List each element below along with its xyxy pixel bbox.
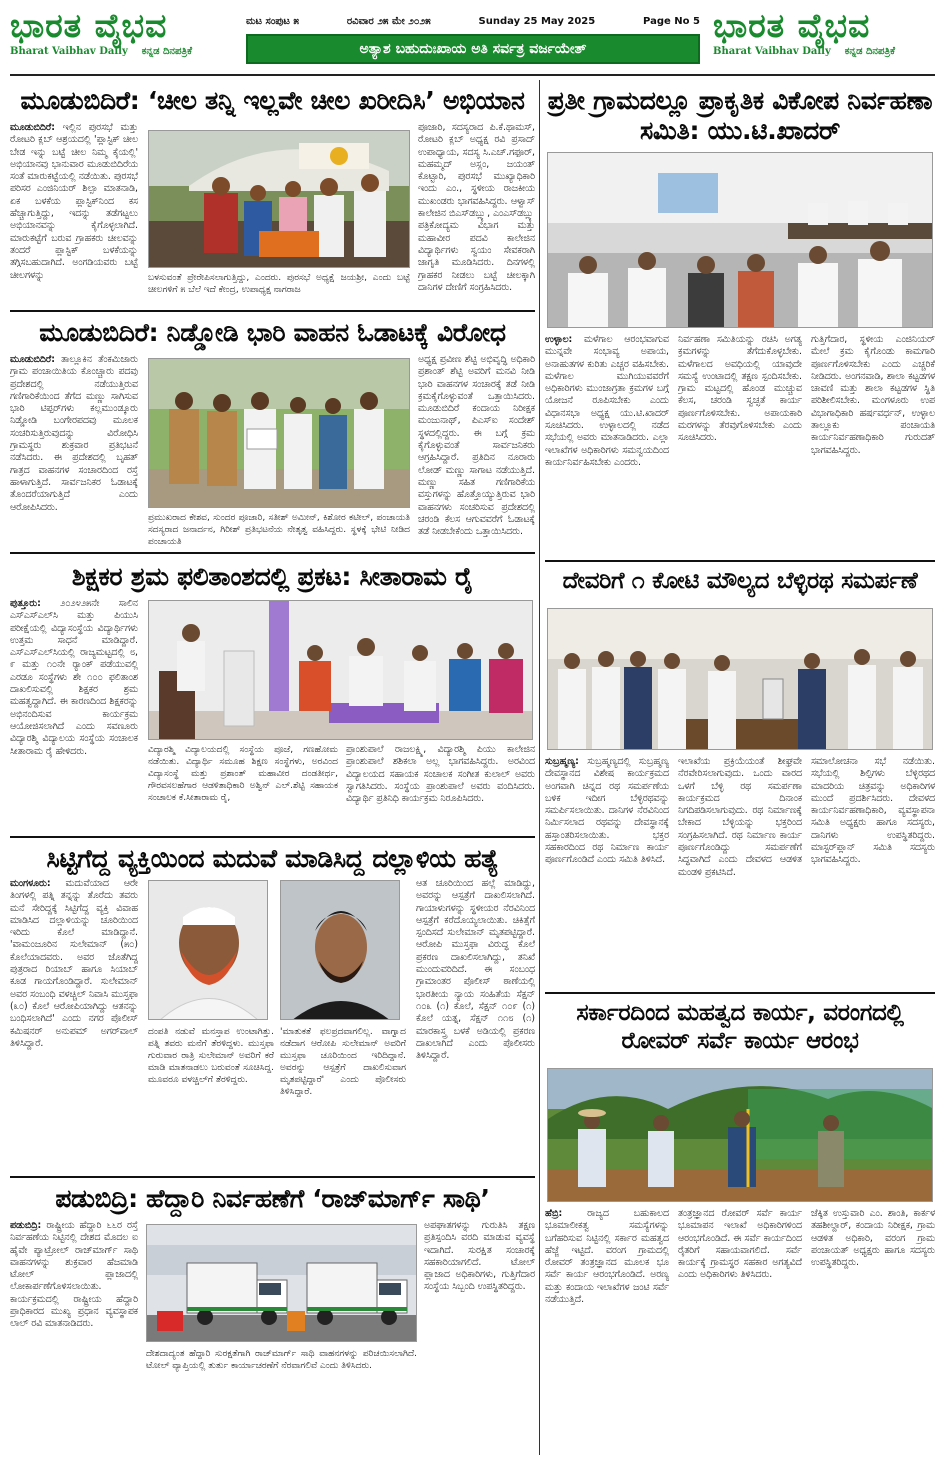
logo-english: Bharat Vaibhav Daily [713,46,831,57]
article-body-continued: ಪ್ರಾಂಶುಪಾಲೆ ರಾಜಲಕ್ಷ್ಮಿ, ವಿದ್ಯಾರಶ್ಮಿ ಪಿಯು ಕಾಲೇಜಿನ ಪ್ರಾಂಶುಪಾಲೆ ಶಶಿಕಲಾ ಅಲ್ಲ ಭಾಗವಹಿಸಿದ್ದರು. ಅರವಿಂದ ವಿದ್ಯಾಲಯದ ಸಹಾಯಕ ಸಂಚಾಲಕ ಸಂಗೀತ ಕುಲಾಲ್ ಅವರು ಸ್ವಾಗತಿಸಿದರು. ಸಂಸ್ಥೆಯ ಪ್ರಾಂಶುಪಾಲೆ ಅವರು ವಂದಿಸಿದರು. ವಿದ್ಯಾರ್ಥಿ ಪ್ರತಿನಿಧಿ ಕಾರ್ಯಕ್ರಮ ನಿರೂಪಿಸಿದರು. [346,744,535,805]
dateline: ಮಂಗಳೂರು: [10,878,51,889]
article-rover-survey [545,996,935,1455]
news-photo [547,1068,933,1202]
dateline: ಉಳ್ಳಾಲ: [545,334,573,345]
article-body [545,756,669,988]
logo-left [10,6,232,68]
dateline: ಪಡುಬಿದ್ರಿ: [10,1220,42,1231]
article-body-continued: ಅಧ್ಯಕ್ಷ ಪ್ರವೀಣ ಶೆಟ್ಟಿ ಅಭಿವೃದ್ಧಿ ಅಧಿಕಾರಿ ಪ್ರಶಾಂತ್ ಶೆಟ್ಟಿ ಅವರಿಗೆ ಮನವಿ ನೀಡಿ ಭಾರಿ ವಾಹನಗಳ ಸಂಚಾರಕ್ಕೆ ತಡೆ ನೀಡಿ ಕ್ರಮಕೈಗೊಳ್ಳುವಂತೆ ಒತ್ತಾಯಿಸಿದರು. ಮೂಡುಬಿದಿರೆ ಕಂದಾಯ ನಿರೀಕ್ಷಕ ಮಂಜುನಾಥ್, ಪಿಎಸ್ಐ ಸಂದೇಶ್ ಸ್ಥಳದಲ್ಲಿದ್ದರು. ಈ ಬಗ್ಗೆ ಕ್ರಮ ಕೈಗೊಳ್ಳುವಂತೆ ಸಾರ್ವಜನಿಕರು ಆಗ್ರಹಿಸಿದ್ದಾರೆ. ಪ್ರತಿದಿನ ನೂರಾರು ಲೋಡ್ ಮಣ್ಣು ಸಾಗಾಟ ನಡೆಯುತ್ತಿದೆ. ಮಣ್ಣು ಸಹಿತ ಗಣಿಗಾರಿಕೆಯ ವಸ್ತುಗಳನ್ನು ಹೊತ್ತೊಯ್ಯುತ್ತಿರುವ ಭಾರಿ ವಾಹನಗಳು ಸಂಚರಿಸುವ ಪ್ರದೇಶದಲ್ಲಿ ಚರಂಡಿ ಕೆಲಸ ಆಗುವವರೆಗೆ ಓಡಾಟಕ್ಕೆ ತಡೆ ನೀಡಬೇಕೆಂದು ಒತ್ತಾಯಿಸಿದರು. [418,354,535,538]
logo-english: Bharat Vaibhav Daily [10,46,128,57]
article-body [545,334,669,556]
headline: ಪ್ರತೀ ಗ್ರಾಮದಲ್ಲೂ ಪ್ರಾಕೃತಿಕ ವಿಕೋಪ ನಿರ್ವಹಣಾ ಸಮಿತಿ: ಯು.ಟಿ.ಖಾದರ್ [547,86,933,145]
article-body-continued: ಜೆಕ್ಕಿತ ಉಸ್ತುವಾರಿ ಎಂ. ಶಾಂತಿ, ಕಾರ್ಕಳ ತಹಶೀಲ್ದಾರ್, ಕಂದಾಯ ನಿರೀಕ್ಷಕ, ಗ್ರಾಮ ಆಡಳಿತ ಅಧಿಕಾರಿ, ವರಂಗ ಗ್ರಾಮ ಪಂಚಾಯತ್ ಅಧ್ಯಕ್ಷರು ಹಾಗೂ ಸದಸ್ಯರು ಉಪಸ್ಥಿತರಿದ್ದರು. [811,1208,935,1269]
logo-subtitle [10,46,232,57]
headline: ದೇವರಿಗೆ ೧ ಕೋಟಿ ಮೌಲ್ಯದ ಬೆಳ್ಳಿರಥ ಸಮರ್ಪಣೆ [562,568,918,594]
headline: ಸಿಟ್ಟಿಗೆದ್ದ ವ್ಯಕ್ತಿಯಿಂದ ಮದುವೆ ಮಾಡಿಸಿದ್ದ ದಲ್ಲಾಳಿಯ ಹತ್ಯೆ [46,844,499,873]
dateline: ಸುಬ್ರಹ್ಮಣ್ಯ: [545,756,579,767]
body-text: ಮದುವೆಯಾದ ಆರೇ ತಿಂಗಳಲ್ಲಿ ಪತ್ನಿ ತನ್ನನ್ನು ತೊರೆದು ತವರು ಮನೆ ಸೇರಿದ್ದಕ್ಕೆ ಸಿಟ್ಟಿಗೆದ್ದ ವ್ಯಕ್ತಿ ವಿವಾಹ ಮಾಡಿಸಿದ ದಲ್ಲಾಳಿಯನ್ನು ಚೂರಿಯಿಂದ ಇರಿದು ಕೊಲೆ ಮಾಡಿದ್ದಾನೆ. 'ವಾಮಂಜೂರಿನ ಸುಲೇಮಾನ್ (೫೦) ಕೊಲೆಯಾದವರು. ಅವರ ಜೊತೆಗಿದ್ದ ಪುತ್ರರಾದ ರಿಯಾಬ್ ಹಾಗೂ ಸಿಯಾಬ್ ಕೂಡ ಗಾಯಗೊಂಡಿದ್ದಾರೆ. ಸುಲೇಮಾನ್ ಅವರ ಸಂಬಂಧಿ ವಳಚ್ಚಿಲ್ ನಿವಾಸಿ ಮುಸ್ತಫಾ (೩೦) ಕೊಲೆ ಆರೋಪಿಯಾಗಿದ್ದು ಆತನನ್ನು ಬಂಧಿಸಲಾಗಿದೆ' ಎಂದು ನಗರ ಪೊಲೀಸ್ ಕಮಿಷನರ್ ಅನುಪಮ್ ಅಗರ್‌ವಾಲ್ ತಿಳಿಸಿದ್ದಾರೆ. [10,878,138,1049]
article-body-continued: ಪೂಜಾರಿ, ಸದಸ್ಯರಾದ ಪಿ.ಕೆ.ಥಾಮಸ್, ರೋಟರಿ ಕ್ಲಬ್ ಅಧ್ಯಕ್ಷ ರವಿ ಪ್ರಸಾದ್ ಉಪಾಧ್ಯಾಯ, ಸದಸ್ಯ ಸಿ.ಎಚ್.ಗಫೂರ್, ಮಹಮ್ಮದ್ ಅಸ್ಲಂ, ಜಯಂತ್ ಕೊಟ್ಟಾರಿ, ಪುರಸಭೆ ಮುಖ್ಯಾಧಿಕಾರಿ ಇಂದು ಎಂ., ಸ್ಥಳೀಯ ರಾಜಕೀಯ ಮುಖಂಡರು ಭಾಗವಹಿಸಿದ್ದರು. ಆಳ್ವಾಸ್ ಕಾಲೇಜಿನ ಬಿಎಸ್‌ಡಬ್ಲ್ಯು, ಎಂಎಸ್‌ಡಬ್ಲ್ಯು ಪತ್ರಿಕೋದ್ಯಮ ವಿಭಾಗ ಮತ್ತು ಮಹಾವೀರ ಪದವಿ ಕಾಲೇಜಿನ ವಿದ್ಯಾರ್ಥಿಗಳು ಸ್ವಯಂ ಸೇವಕರಾಗಿ ಜಾಗೃತಿ ಮೂಡಿಸಿದರು. ದಿನಗಳಲ್ಲಿ ಗ್ರಾಹಕರ ನೀಡಲು ಬಟ್ಟೆ ಚೀಲಕ್ಕಾಗಿ ದಾನಿಗಳ ದೇಣಿಗೆ ಸಂಗ್ರಹಿಸಿದರು. [418,122,535,293]
issue-meta [246,12,700,30]
masthead-rule [10,74,935,76]
issue-date: Sunday 25 May 2025 [478,15,596,27]
motto-banner: ಅತ್ಯಾಶ ಬಹುದುಃಖಾಯ ಅತಿ ಸರ್ವತ್ರ ವರ್ಜಯೇತ್ [246,34,700,64]
article-body-continued: ತಂತ್ರಜ್ಞಾನದ ರೋವರ್ ಸರ್ವೆ ಕಾರ್ಯ ಭೂಮಾಪನ ಇಲಾಖೆ ಅಧಿಕಾರಿಗಳಿಂದ ಆರಂಭಗೊಂಡಿದೆ. ಈ ಸರ್ವೆ ಕಾರ್ಯದಿಂದ ರೈತರಿಗೆ ಸಹಾಯವಾಗಲಿದೆ. ಸರ್ವೆ ಕಾರ್ಯಕ್ಕೆ ಗ್ರಾಮಸ್ಥರ ಸಹಕಾರ ಅಗತ್ಯವಿದೆ ಎಂದು ಅಧಿಕಾರಿಗಳು ತಿಳಿಸಿದರು. [678,1208,802,1281]
article-cloth-bag-campaign [10,80,535,308]
photo-caption: ದೇಶದಾದ್ಯಂತ ಹೆದ್ದಾರಿ ಸುರಕ್ಷತೆಗಾಗಿ ರಾಜ್‌ಮಾರ್ಗ್ ಸಾಥಿ ವಾಹನಗಳನ್ನು ಪರಿಚಯಿಸಲಾಗಿದೆ. ಟೋಲ್ ವ್ಯಾಪ್ತಿಯಲ್ಲಿ ತುರ್ತು ಕಾರ್ಯಾಚರಣೆಗೆ ನೆರವಾಗಲಿವೆ ಎಂದು ತಿಳಿಸಿದರು. [146,1349,417,1371]
accused-photo [280,880,400,1020]
logo-subtitle [713,46,935,57]
article-rule [10,552,535,554]
photo-caption: ದಂಪತಿ ನಡುವೆ ಮನಸ್ತಾಪ ಉಂಟಾಗಿತ್ತು. ಪತ್ನಿ ತವರು ಮನೆಗೆ ತೆರಳಿದ್ದಳು. ಮುಸ್ತಫಾ ಗುರುವಾರ ರಾತ್ರಿ ಸುಲೇಮಾನ್ ಅವರಿಗೆ ಕರೆ ಮಾಡಿ ಮಾತನಾಡಲು ಬರುವಂತೆ ಸೂಚಿಸಿದ್ದ. ಮೂವರೂ ವಳಚ್ಚಿಲ್‌ಗೆ ತೆರಳಿದ್ದರು. [148,1027,274,1085]
headline: ಶಿಕ್ಷಕರ ಶ್ರಮ ಫಲಿತಾಂಶದಲ್ಲಿ ಪ್ರಕಟ: ಸೀತಾರಾಮ ರೈ [71,562,474,591]
victim-photo [148,880,268,1020]
photo-caption: ಬಳಸುವಂತೆ ಪ್ರೇರೇಪಿಸಲಾಗುತ್ತಿದ್ದು, ಎಂದರು. ಪುರಸಭೆ ಅಧ್ಯಕ್ಷೆ ಜಯಶ್ರೀ, ಎಂದು ಬಟ್ಟೆ ಚೀಲಗಳಿಗೆ ೫ ಬೆಲೆ ಇದೆ ಕೇಂದ್ರ, ಉಪಾಧ್ಯಕ್ಷ ನಾಗರಾಜ [148,273,410,295]
article-body [10,878,138,1172]
dateline: ಹೆಬ್ರಿ: [545,1208,563,1219]
article-rule [545,992,935,994]
article-body-continued: ಸಮಾಲೋಚನಾ ಸಭೆ ನಡೆಯಿತು. ಸಭೆಯಲ್ಲಿ ಶಿಲ್ಪಿಗಳು ಬೆಳ್ಳಿರಥದ ಮಾದರಿಯ ಚಿತ್ರವನ್ನು ಅಧಿಕಾರಿಗಳ ಮುಂದೆ ಪ್ರದರ್ಶಿಸಿದರು. ದೇವಳದ ಕಾರ್ಯನಿರ್ವಹಣಾಧಿಕಾರಿ, ವ್ಯವಸ್ಥಾಪನಾ ಸಮಿತಿ ಅಧ್ಯಕ್ಷರು ಹಾಗೂ ಸದಸ್ಯರು, ದಾನಿಗಳು ಉಪಸ್ಥಿತರಿದ್ದರು. ಮಾಸ್ಟರ್‌ಪ್ಲಾನ್ ಸಮಿತಿ ಸದಸ್ಯರು ಭಾಗವಹಿಸಿದ್ದರು. [811,756,935,866]
photo-caption: ವಿದ್ಯಾರಶ್ಮಿ ವಿದ್ಯಾಲಯದಲ್ಲಿ ಸಂಸ್ಥೆಯ ಪೂಜೆ, ಗಣಹೋಮ ನಡೆಯಿತು. ವಿದ್ಯಾರ್ಥಿ ಸಮೂಹ ಶಿಕ್ಷಣ ಸಂಸ್ಥೆಗಳು, ಅರವಿಂದ ವಿದ್ಯಾಸಂಸ್ಥೆ ಮತ್ತು ಪ್ರಶಾಂತ್ ಮಹಾವೀರ ದಂಡತೀರ್ಥ, ಗೌರವಸಲಹೆಗಾರ ಆಡಳಿತಾಧಿಕಾರಿ ಅಶ್ವಿನ್ ಎಲ್.ಶೆಟ್ಟಿ ಸಹಾಯಕ ಸಂಚಾಲಕ ಕೆ.ಸೀತಾರಾಮ ರೈ, [148,745,338,803]
body-text: ಇಲ್ಲಿನ ಪುರಸಭೆ ಮತ್ತು ರೋಟರಿ ಕ್ಲಬ್ ಆಶ್ರಯದಲ್ಲಿ 'ಪ್ಲಾಸ್ಟಿಕ್ ಚೀಲ ಬೇಡ ಇನ್ನು ಬಟ್ಟೆ ಚೀಲ ನಿಮ್ಮ ಕೈಯಲ್ಲಿ' ಅಭಿಯಾನವು ಭಾನುವಾರ ಮೂಡುಬಿದಿರೆಯ ಸಂತೆ ಮಾರುಕಟ್ಟೆಯಲ್ಲಿ ನಡೆಯಿತು. ಪುರಸಭೆ ಪರಿಸರ ಎಂಜಿನಿಯರ್ ಶಿಲ್ಪಾ ಮಾತನಾಡಿ, ಏಕ ಬಳಕೆಯ ಪ್ಲಾಸ್ಟಿಕ್‌ನಿಂದ ಕಸ ಹೆಚ್ಚಾಗುತ್ತಿದ್ದು, ಇದನ್ನು ತಡೆಗಟ್ಟಲು ಅಭಿಯಾನವನ್ನು ಕೈಗೊಳ್ಳಲಾಗಿದೆ. ಮಾರುಕಟ್ಟೆಗೆ ಬರುವ ಗ್ರಾಹಕರು ಚೀಲವನ್ನು ತಂದರೆ ಪ್ಲಾಸ್ಟಿಕ್ ಬಳಕೆಯನ್ನು ತಗ್ಗಿಸಬಹುದಾಗಿದೆ. ಅಂಗಡಿಯವರು ಬಟ್ಟೆ ಚೀಲಗಳನ್ನು [10,122,138,281]
article-rule [545,560,935,562]
body-text: ೨೦೨೪೨೫ನೇ ಸಾಲಿನ ಎಸ್ಎಸ್ಎಲ್‌ಸಿ ಮತ್ತು ಪಿಯುಸಿ ಪರೀಕ್ಷೆಯಲ್ಲಿ ವಿದ್ಯಾಸಂಸ್ಥೆಯ ವಿದ್ಯಾರ್ಥಿಗಳು ಉತ್ತಮ ಸಾಧನೆ ಮಾಡಿದ್ದಾರೆ. ಎಸ್ಎಸ್ಎಲ್‌ಸಿಯಲ್ಲಿ ರಾಜ್ಯಮಟ್ಟದಲ್ಲಿ ೮, ೯ ಮತ್ತು ೧೦ನೇ ರ್‍ಯಾಂಕ್ ಪಡೆಯುವಲ್ಲಿ ಎರಡೂ ಸಂಸ್ಥೆಗಳು ಶೇ ೧೦೦ ಫಲಿತಾಂಶ ದಾಖಲಿಸುವಲ್ಲಿ ಶಿಕ್ಷಕರ ಶ್ರಮ ಮಹತ್ವದ್ದಾಗಿದೆ. ಈ ಕಾರಣದಿಂದ ಶಿಕ್ಷಕರನ್ನು ಅಭಿನಂದಿಸುವ ಕಾರ್ಯಕ್ರಮ ಆಯೋಜಿಸಲಾಗಿದೆ ಎಂದು ಸವಣೂರು ವಿದ್ಯಾರಶ್ಮಿ ವಿದ್ಯಾಲಯ ಸಂಸ್ಥೆಯ ಸಂಚಾಲಕ ಸೀತಾರಾಮ ರೈ ಹೇಳಿದರು. [10,598,138,757]
news-photo [547,152,933,328]
news-photo [146,1224,417,1342]
body-text: ಮಳೆಗಾಲ ಆರಂಭವಾಗುವ ಮುನ್ನವೇ ಸಂಭಾವ್ಯ ಅಪಾಯ, ಅನಾಹುತಗಳ ಕುರಿತು ಎಚ್ಚರ ವಹಿಸಬೇಕು. ಮಳೆಗಾಲ ಮುಗಿಯುವವರೆಗೆ ಅಧಿಕಾರಿಗಳು ಮುಂಜಾಗ್ರತಾ ಕ್ರಮಗಳ ಬಗ್ಗೆ ಯೋಜನೆ ರೂಪಿಸಬೇಕು ಎಂದು ವಿಧಾನಸಭಾ ಅಧ್ಯಕ್ಷ ಯು.ಟಿ.ಖಾದರ್ ಸೂಚಿಸಿದರು. ಉಳ್ಳಾಲದಲ್ಲಿ ನಡೆದ ಸಭೆಯಲ್ಲಿ ಅವರು ಮಾತನಾಡಿದರು. ಎಲ್ಲಾ ಇಲಾಖೆಗಳ ಅಧಿಕಾರಿಗಳು ಸಮನ್ವಯದಿಂದ ಕಾರ್ಯನಿರ್ವಹಿಸಬೇಕು ಎಂದರು. [545,334,669,468]
article-body-continued: ನಿರ್ವಹಣಾ ಸಮಿತಿಯನ್ನು ರಚಿಸಿ ಅಗತ್ಯ ಕ್ರಮಗಳನ್ನು ತೆಗೆದುಕೊಳ್ಳಬೇಕು. ಮಳೆಗಾಲದ ಅವಧಿಯಲ್ಲಿ ಯಾವುದೇ ಸಮಸ್ಯೆ ಉಂಟಾದಲ್ಲಿ ತಕ್ಷಣ ಸ್ಪಂದಿಸಬೇಕು. ಗ್ರಾಮ ಮಟ್ಟದಲ್ಲಿ ಹೊಂಡ ಮುಚ್ಚುವ ಕೆಲಸ, ಚರಂಡಿ ಸ್ವಚ್ಛತೆ ಕಾರ್ಯ ಪೂರ್ಣಗೊಳಿಸಬೇಕು. ಅಪಾಯಕಾರಿ ಮರಗಳನ್ನು ತೆರವುಗೊಳಿಸಬೇಕು ಎಂದು ಸೂಚಿಸಿದರು. [678,334,802,444]
body-text: ತಾಲ್ಲೂಕಿನ ತೆಂಕಮಿಜಾರು ಗ್ರಾಮ ಪಂಚಾಯಿತಿಯ ಕೊಂಚ್ಚಾರು ಪದವು ಪ್ರದೇಶದಲ್ಲಿ ನಡೆಯುತ್ತಿರುವ ಗಣಿಗಾರಿಕೆಯಿಂದ ತೆಗೆದ ಮಣ್ಣು ಸಾಗಿಸುವ ಭಾರಿ ಟಿಪ್ಪರ್‌ಗಳು ಕಲ್ಲಮುಂಡ್ಕೂರು ನಿಡ್ಡೋಡಿ ಬಂಗೇರಪದವು ಮೂಲಕ ಸಂಚರಿಸುತ್ತಿರುವುದನ್ನು ವಿರೋಧಿಸಿ ಗ್ರಾಮಸ್ಥರು ಶುಕ್ರವಾರ ಪ್ರತಿಭಟನೆ ನಡೆಸಿದರು. ಈ ಪ್ರದೇಶದಲ್ಲಿ ಬೃಹತ್ ಗಾತ್ರದ ವಾಹನಗಳ ಸಂಚಾರದಿಂದ ರಸ್ತೆ ಹಾಳಾಗುತ್ತಿದೆ. ಸಾರ್ವಜನಿಕರ ಓಡಾಟಕ್ಕೆ ತೊಂದರೆಯಾಗುತ್ತಿದೆ ಎಂದು ಆರೋಪಿಸಿದರು. [10,354,138,513]
dateline: ಮೂಡುಬಿದಿರೆ: [10,354,55,365]
issue-date-kannada: ರವಿವಾರ ೨೫ ಮೇ ೨೦೨೫ [346,15,431,27]
logo-title: ಭಾರತ ವೈಭವ [10,6,168,45]
photo-caption: ಪ್ರಮುಖರಾದ ಕೇಶವ, ಸುಂದರ ಪೂಜಾರಿ, ಸತೀಶ್ ಅಮೀನ್, ಕಿಶೋರ ಕಟೀಲ್, ಪಂಚಾಯತಿ ಸದಸ್ಯರಾದ ಜನಾರ್ದನ, ಗಿರೀಶ್ ಪ್ರತಿಭಟನೆಯ ನೇತೃತ್ವ ವಹಿಸಿದ್ದರು. ಸ್ಥಳಕ್ಕೆ ಭೇಟಿ ನೀಡಿದ ಪಂಚಾಯತಿ [148,513,410,547]
dateline: ಪುತ್ತೂರು: [10,598,41,609]
logo-tagline: ಕನ್ನಡ ದಿನಪತ್ರಿಕೆ [844,46,895,57]
article-highway-patrol [10,1180,535,1455]
article-body [10,122,138,306]
article-body-continued: ಅಪಘಾತಗಳನ್ನು ಗುರುತಿಸಿ ತಕ್ಷಣ ಪ್ರತಿಸ್ಪಂದಿಸಿ ವರದಿ ಮಾಡುವ ವ್ಯವಸ್ಥೆ ಇದಾಗಿದೆ. ಸುರಕ್ಷಿತ ಸಂಚಾರಕ್ಕೆ ಸಹಕಾರಿಯಾಗಲಿದೆ. ಟೋಲ್ ಪ್ಲಾಜಾದ ಅಧಿಕಾರಿಗಳು, ಗುತ್ತಿಗೆದಾರ ಸಂಸ್ಥೆಯ ಸಿಬ್ಬಂದಿ ಉಪಸ್ಥಿತರಿದ್ದರು. [424,1220,535,1293]
logo-title: ಭಾರತ ವೈಭವ [713,6,871,45]
article-teachers-effort [10,556,535,834]
article-body [10,598,138,832]
headline: ಮೂಡುಬಿದಿರೆ: ‘ಚೀಲ ತನ್ನಿ ಇಲ್ಲವೇ ಚೀಲ ಖರೀದಿಸಿ’ ಅಭಿಯಾನ [20,86,525,115]
article-rule [10,310,535,312]
body-text: ರಾಜ್ಯದ ಬಹುಕಾಲದ ಭೂಮಾಲೀಕತ್ವ ಸಮಸ್ಯೆಗಳನ್ನು ಬಗೆಹರಿಸುವ ನಿಟ್ಟಿನಲ್ಲಿ ಸರ್ಕಾರ ಮಹತ್ವದ ಹೆಜ್ಜೆ ಇಟ್ಟಿದೆ. ವರಂಗ ಗ್ರಾಮದಲ್ಲಿ ರೋವರ್ ತಂತ್ರಜ್ಞಾನದ ಮೂಲಕ ಭೂ ಸರ್ವೆ ಕಾರ್ಯ ಆರಂಭಗೊಂಡಿದೆ. ಅರಣ್ಯ ಮತ್ತು ಕಂದಾಯ ಇಲಾಖೆಗಳ ಜಂಟಿ ಸರ್ವೆ ನಡೆಯುತ್ತಿದೆ. [545,1208,669,1306]
article-disaster-committee [545,80,935,558]
article-silver-chariot [545,564,935,990]
logo-tagline: ಕನ್ನಡ ದಿನಪತ್ರಿಕೆ [141,46,192,57]
article-broker-murder [10,840,535,1174]
news-photo [148,358,410,508]
article-rule [10,1176,535,1178]
news-photo [547,608,933,750]
article-body [10,1220,138,1453]
column-divider [539,80,540,1455]
dateline: ಮೂಡುಬಿದಿರೆ: [10,122,55,133]
volume-info: ಮಟ ಸಂಪುಟ ೫ [246,15,300,27]
article-rule [10,836,535,838]
masthead [0,0,945,74]
body-text: ಸುಬ್ರಹ್ಮಣ್ಯದಲ್ಲಿ ಸುಬ್ರಹ್ಮಣ್ಯ ದೇವಸ್ಥಾನದ ವಿಶೇಷ ಕಾರ್ಯಕ್ರಮದ ಅಂಗವಾಗಿ ಚಿನ್ನದ ರಥ ಸಮರ್ಪಣೆಯ ಬಳಿಕ ಇದೀಗ ಬೆಳ್ಳಿರಥವನ್ನು ಸಮರ್ಪಿಸಲಾಯಿತು. ದಾನಿಗಳ ನೆರವಿನಿಂದ ನಿರ್ಮಿಸಲಾದ ರಥವನ್ನು ದೇವಸ್ಥಾನಕ್ಕೆ ಹಸ್ತಾಂತರಿಸಲಾಯಿತು. ಭಕ್ತರ ಸಹಕಾರದಿಂದ ರಥ ನಿರ್ಮಾಣ ಕಾರ್ಯ ಪೂರ್ಣಗೊಂಡಿದೆ ಎಂದು ಸಮಿತಿ ತಿಳಿಸಿದೆ. [545,756,669,866]
article-body-continued: ಗುತ್ತಿಗೆದಾರ, ಸ್ಥಳೀಯ ಎಂಜಿನಿಯರ್ ಮೇಲೆ ಕ್ರಮ ಕೈಗೊಂಡು ಕಾಮಗಾರಿ ಪೂರ್ಣಗೊಳಿಸಬೇಕು ಎಂದು ಎಚ್ಚರಿಕೆ ನೀಡಿದರು. ಅಂಗನವಾಡಿ, ಶಾಲಾ ಕಟ್ಟಡಗಳ ಚಾವಣಿ ಮತ್ತು ಶಾಲಾ ಕಟ್ಟಡಗಳ ಸ್ಥಿತಿ ಪರಿಶೀಲಿಸಬೇಕು. ಮಂಗಳೂರು ಉಪ ವಿಭಾಗಾಧಿಕಾರಿ ಹರ್ಷವರ್ಧನ್, ಉಳ್ಳಾಲ ತಾಲ್ಲೂಕು ಪಂಚಾಯತಿ ಕಾರ್ಯನಿರ್ವಹಣಾಧಿಕಾರಿ ಗುರುದತ್ ಭಾಗವಹಿಸಿದ್ದರು. [811,334,935,456]
news-photo [148,130,410,268]
headline: ಮೂಡುಬಿದಿರೆ: ನಿಡ್ಡೋಡಿ ಭಾರಿ ವಾಹನ ಓಡಾಟಕ್ಕೆ ವಿರೋಧ [39,318,506,347]
article-heavy-vehicle-protest [10,314,535,550]
news-photo [148,600,533,740]
article-body-continued: ಆತ ಚೂರಿಯಿಂದ ಹಲ್ಲೆ ಮಾಡಿದ್ದು, ಅವರನ್ನು ಆಸ್ಪತ್ರೆಗೆ ದಾಖಲಿಸಲಾಗಿದೆ. ಗಾಯಾಳುಗಳನ್ನು ಸ್ಥಳೀಯರ ನೆರವಿನಿಂದ ಆಸ್ಪತ್ರೆಗೆ ಕರೆದೊಯ್ಯಲಾಯಿತು. ಚಿಕಿತ್ಸೆಗೆ ಸ್ಪಂದಿಸದೆ ಸುಲೇಮಾನ್ ಮೃತಪಟ್ಟಿದ್ದಾರೆ. ಆರೋಪಿ ಮುಸ್ತಫಾ ವಿರುದ್ಧ ಕೊಲೆ ಪ್ರಕರಣ ದಾಖಲಿಸಲಾಗಿದ್ದು, ತನಿಖೆ ಮುಂದುವರಿದಿದೆ. ಈ ಸಂಬಂಧ ಗ್ರಾಮಾಂತರ ಪೊಲೀಸ್ ಠಾಣೆಯಲ್ಲಿ ಭಾರತೀಯ ನ್ಯಾಯ ಸಂಹಿತೆಯ ಸೆಕ್ಷನ್ ೧೦೩ (೧) ಕೊಲೆ, ಸೆಕ್ಷನ್ ೧೦೯ (೧) ಕೊಲೆ ಯತ್ನ, ಸೆಕ್ಷನ್ ೧೧೮ (೧) ಮಾರಕಾಸ್ತ್ರ ಬಳಕೆ ಅಡಿಯಲ್ಲಿ ಪ್ರಕರಣ ದಾಖಲಾಗಿದೆ ಎಂದು ಪೊಲೀಸರು ತಿಳಿಸಿದ್ದಾರೆ. [416,878,535,1062]
photo-caption: 'ಮಾತುಕತೆ ಫಲಪ್ರದವಾಗಲಿಲ್ಲ. ವಾಗ್ವಾದ ನಡೆದಾಗ ಆರೋಪಿ ಸುಲೇಮಾನ್ ಅವರಿಗೆ ಮುಸ್ತಫಾ ಚೂರಿಯಿಂದ ಇರಿದಿದ್ದಾನೆ. ಅವರನ್ನು ಆಸ್ಪತ್ರೆಗೆ ದಾಖಲಿಸುವಾಗ ಮೃತಪಟ್ಟಿದ್ದಾರೆ' ಎಂದು ಪೊಲೀಸರು ತಿಳಿಸಿದ್ದಾರೆ. [280,1027,406,1097]
headline: ಪಡುಬಿದ್ರಿ: ಹೆದ್ದಾರಿ ನಿರ್ವಹಣೆಗೆ ‘ರಾಜ್‌ಮಾರ್ಗ್ ಸಾಥಿ’ [55,1184,490,1213]
article-body [10,354,138,548]
logo-right [713,6,935,68]
headline: ಸರ್ಕಾರದಿಂದ ಮಹತ್ವದ ಕಾರ್ಯ, ವರಂಗದಲ್ಲಿ ರೋವರ್ ಸರ್ವೆ ಕಾರ್ಯ ಆರಂಭ [576,1000,904,1054]
article-body-continued: ಇಲಾಖೆಯ ಪ್ರಕ್ರಿಯೆಯಂತೆ ಶೀಘ್ರವೇ ನೆರವೇರಿಸಲಾಗುವುದು. ಒಂದು ವಾರದ ಒಳಗೆ ಬೆಳ್ಳಿ ರಥ ಸಮರ್ಪಣಾ ಕಾರ್ಯಕ್ರಮದ ದಿನಾಂಕ ನಿಗದಿಪಡಿಸಲಾಗುವುದು. ರಥ ನಿರ್ಮಾಣಕ್ಕೆ ಬೇಕಾದ ಬೆಳ್ಳಿಯನ್ನು ಭಕ್ತರಿಂದ ಸಂಗ್ರಹಿಸಲಾಗಿದೆ. ರಥ ನಿರ್ಮಾಣ ಕಾರ್ಯ ಪೂರ್ಣಗೊಂಡಿದ್ದು ಸಮರ್ಪಣೆಗೆ ಸಿದ್ಧವಾಗಿದೆ ಎಂದು ದೇವಳದ ಆಡಳಿತ ಮಂಡಳಿ ಪ್ರಕಟಿಸಿದೆ. [678,756,802,878]
page-number: Page No 5 [643,15,700,27]
article-body [545,1208,669,1453]
body-text: ರಾಷ್ಟ್ರೀಯ ಹೆದ್ದಾರಿ ೬೬ರ ರಸ್ತೆ ನಿರ್ವಹಣೆಯ ನಿಟ್ಟಿನಲ್ಲಿ ದೇಶದ ಮೊದಲ ಐ ಹೈವೇ ಪ್ಯಾಟ್ರೋಲ್ ರಾಜ್‌ಮಾರ್ಗ್ ಸಾಥಿ ವಾಹನಗಳನ್ನು ಶುಕ್ರವಾರ ಹೆಜಮಾಡಿ ಟೋಲ್ ಪ್ಲಾಜಾದಲ್ಲಿ ಲೋಕಾರ್ಪಣೆಗೊಳಿಸಲಾಯಿತು. ಕಾರ್ಯಕ್ರಮದಲ್ಲಿ ರಾಷ್ಟ್ರೀಯ ಹೆದ್ದಾರಿ ಪ್ರಾಧಿಕಾರದ ಮುಖ್ಯ ಪ್ರಧಾನ ವ್ಯವಸ್ಥಾಪಕ ಲಾಲ್ ರವಿ ಮಾತನಾಡಿದರು. [10,1220,138,1330]
